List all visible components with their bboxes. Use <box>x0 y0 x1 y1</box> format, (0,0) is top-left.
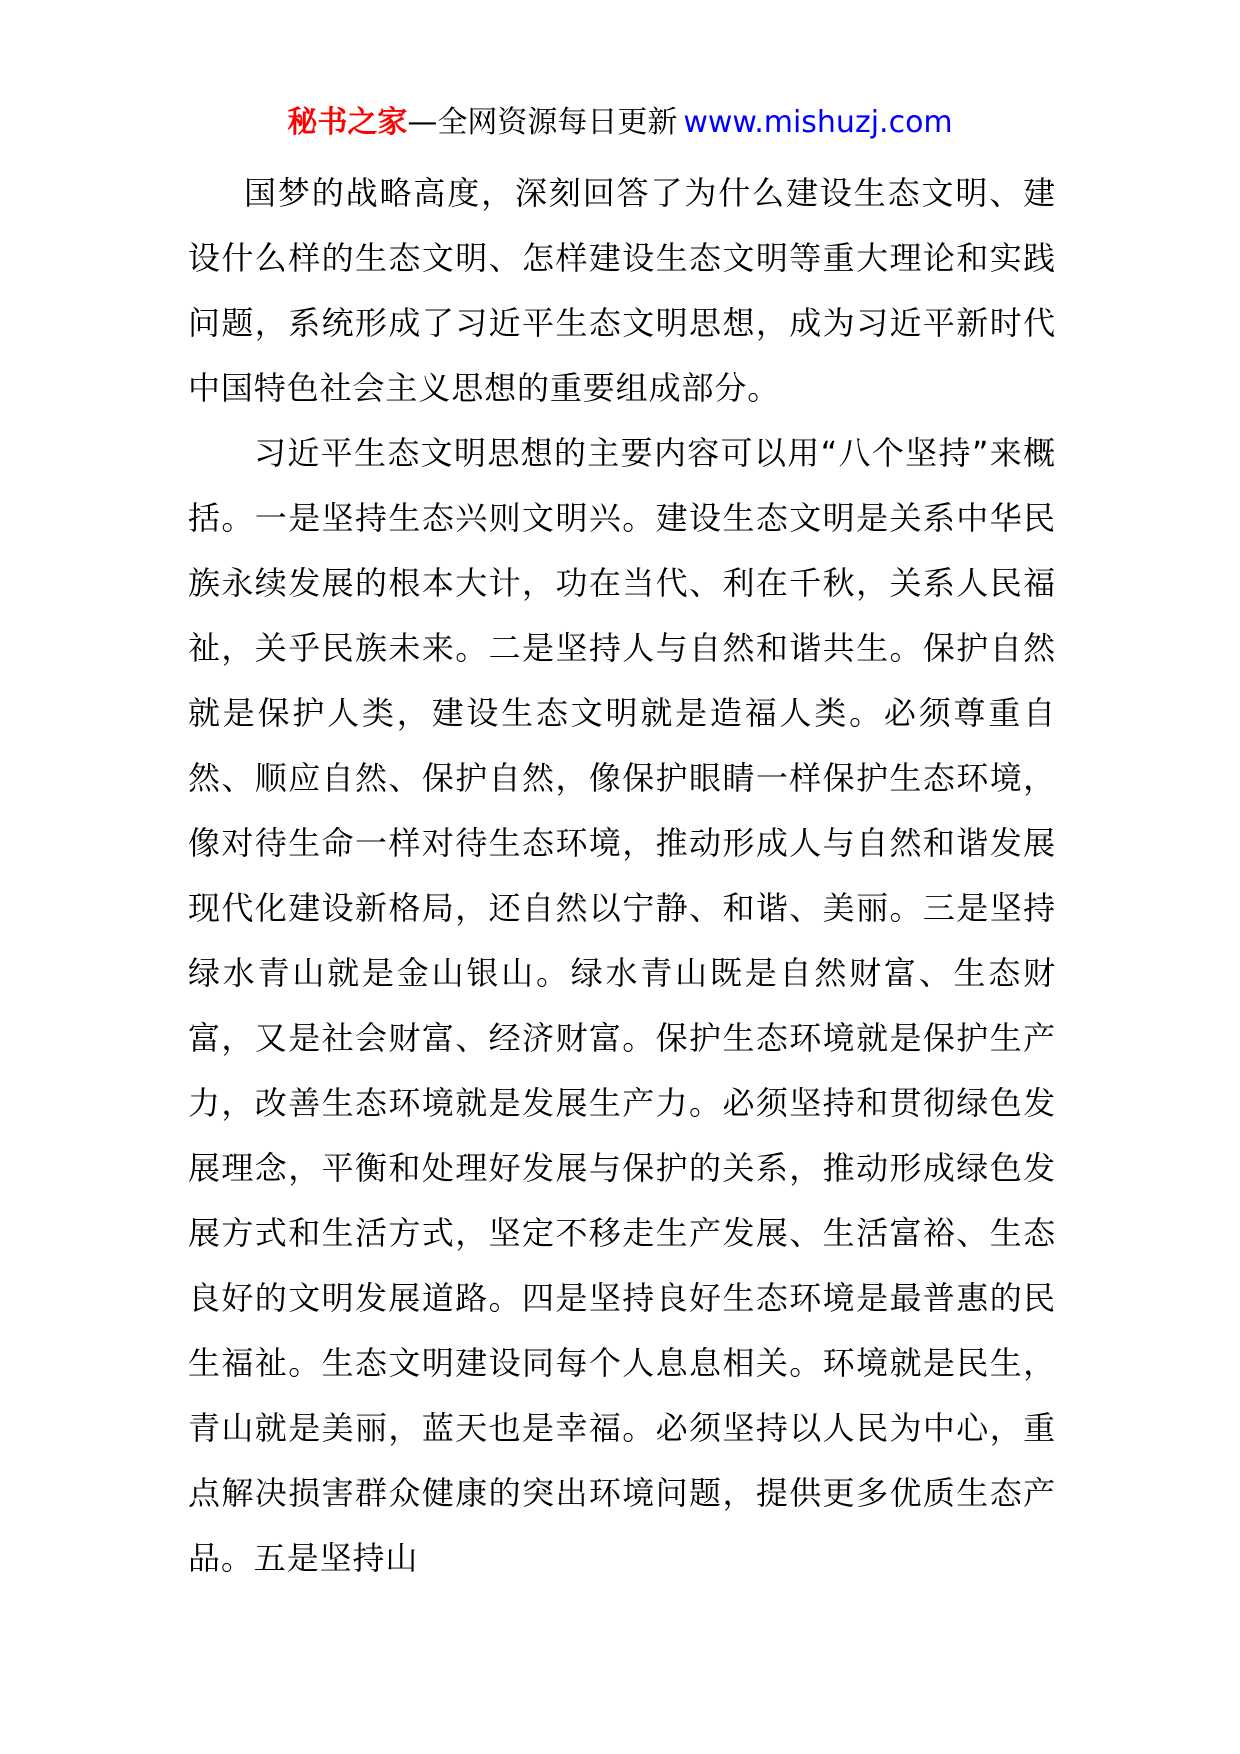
site-url-link[interactable]: www.mishuzj.com <box>683 105 953 140</box>
header-tagline: —全网资源每日更新 <box>407 105 678 140</box>
brand-name: 秘书之家 <box>287 105 408 140</box>
paragraph-eight-persistences: 习近平生态文明思想的主要内容可以用“八个坚持”来概括。一是坚持生态兴则文明兴。建设生态文明是关系中华民族永续发展的根本大计，功在当代、利在千秋，关系人民福祉，关乎民族未来。二是坚持人与自然和谐共生。保护自然就是保护人类，建设生态文明就是造福人类。必须尊重自然、顺应自然、保护自然，像保护眼睛一样保护生态环境，像对待生命一样对待生态环境，推动形成人与自然和谐发展现代化建设新格局，还自然以宁静、和谐、美丽。三是坚持绿水青山就是金山银山。绿水青山既是自然财富、生态财富，又是社会财富、经济财富。保护生态环境就是保护生产力，改善生态环境就是发展生产力。必须坚持和贯彻绿色发展理念，平衡和处理好发展与保护的关系，推动形成绿色发展方式和生活方式，坚定不移走生产发展、生活富裕、生态良好的文明发展道路。四是坚持良好生态环境是最普惠的民生福祉。生态文明建设同每个人息息相关。环境就是民生，青山就是美丽，蓝天也是幸福。必须坚持以人民为中心，重点解决损害群众健康的突出环境问题，提供更多优质生态产品。五是坚持山 <box>188 434 1056 1577</box>
site-header <box>0 103 1240 143</box>
paragraph-continuation: 国梦的战略高度，深刻回答了为什么建设生态文明、建设什么样的生态文明、怎样建设生态文明等重大理论和实践问题，系统形成了习近平生态文明思想，成为习近平新时代中国特色社会主义思想的重要组成部分。 <box>188 174 1056 407</box>
document-body <box>188 161 1056 1591</box>
